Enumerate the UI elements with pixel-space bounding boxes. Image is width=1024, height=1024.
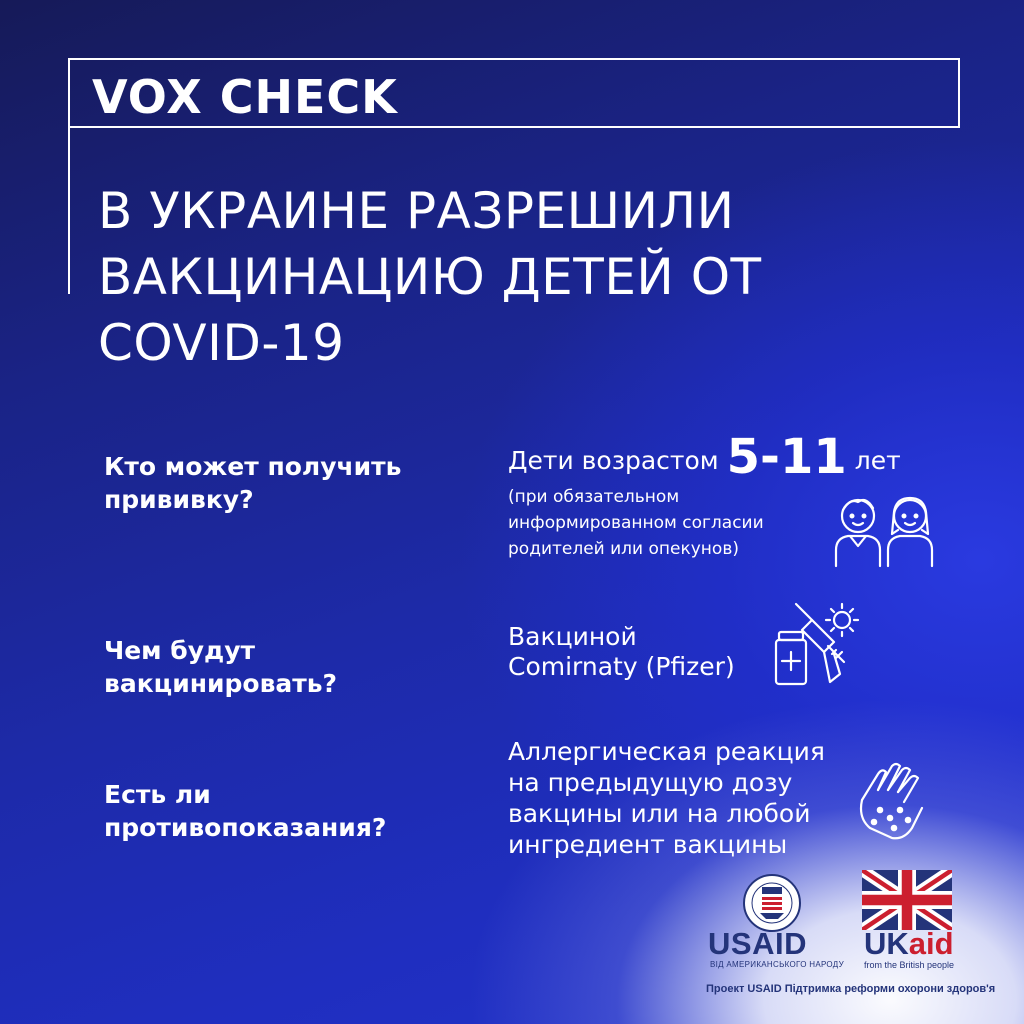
answer-who-note-line-3: родителей или опекунов): [508, 539, 739, 559]
answer-contra-line-3: вакцины или на любой: [508, 799, 811, 828]
headline: [98, 178, 978, 376]
answer-contra-line-2: на предыдущую дозу: [508, 768, 793, 797]
question-who-line-1: Кто может получить: [104, 452, 402, 481]
project-credit: Проект USAID Підтримка реформи охорони здоров'я: [706, 983, 996, 995]
frame-right-border: [958, 58, 960, 128]
question-who: [104, 450, 401, 516]
question-contra-line-1: Есть ли: [104, 780, 211, 809]
headline-line-2: ВАКЦИНАЦИЮ ДЕТЕЙ ОТ: [98, 248, 762, 306]
children-icon: [830, 488, 940, 568]
answer-contra-line-1: Аллергическая реакция: [508, 737, 825, 766]
question-what-vaccine: [104, 634, 337, 700]
frame-top-border: [68, 58, 960, 60]
usaid-tagline: ВІД АМЕРИКАНСЬКОГО НАРОДУ: [710, 960, 844, 969]
vaccine-syringe-icon: [770, 600, 860, 696]
usaid-seal-icon: [742, 873, 802, 933]
ukaid-aid: aid: [908, 926, 954, 961]
age-range-highlight: 5-11: [726, 429, 847, 485]
answer-who-suffix: лет: [854, 446, 901, 475]
question-contraindications: [104, 778, 386, 844]
answer-who-prefix: Дети возрастом: [508, 446, 719, 475]
question-contra-line-2: противопоказания?: [104, 813, 387, 842]
answer-what-vaccine: [508, 622, 735, 682]
answer-what-line-2: Comirnaty (Pfizer): [508, 652, 735, 681]
usaid-wordmark: USAID: [708, 926, 807, 961]
question-what-line-2: вакцинировать?: [104, 669, 338, 698]
headline-line-1: В УКРАИНЕ РАЗРЕШИЛИ: [98, 182, 735, 240]
answer-who-note-line-1: (при обязательном: [508, 487, 680, 507]
headline-line-3: COVID-19: [98, 314, 345, 372]
question-what-line-1: Чем будут: [104, 636, 256, 665]
answer-what-line-1: Вакциной: [508, 622, 637, 651]
allergy-hand-icon: [856, 760, 928, 842]
answer-who-main: [508, 429, 901, 486]
uk-flag-icon: [862, 870, 952, 930]
ukaid-uk: UK: [864, 926, 909, 961]
answer-contra-line-4: ингредиент вакцины: [508, 830, 788, 859]
frame-left-border: [68, 58, 70, 294]
ukaid-tagline: from the British people: [864, 960, 955, 970]
question-who-line-2: прививку?: [104, 485, 254, 514]
vox-check-logo: VOX CHECK: [92, 70, 398, 124]
answer-who-note-line-2: информированном согласии: [508, 513, 764, 533]
answer-contraindications: [508, 736, 825, 860]
ukaid-wordmark: [864, 926, 954, 962]
